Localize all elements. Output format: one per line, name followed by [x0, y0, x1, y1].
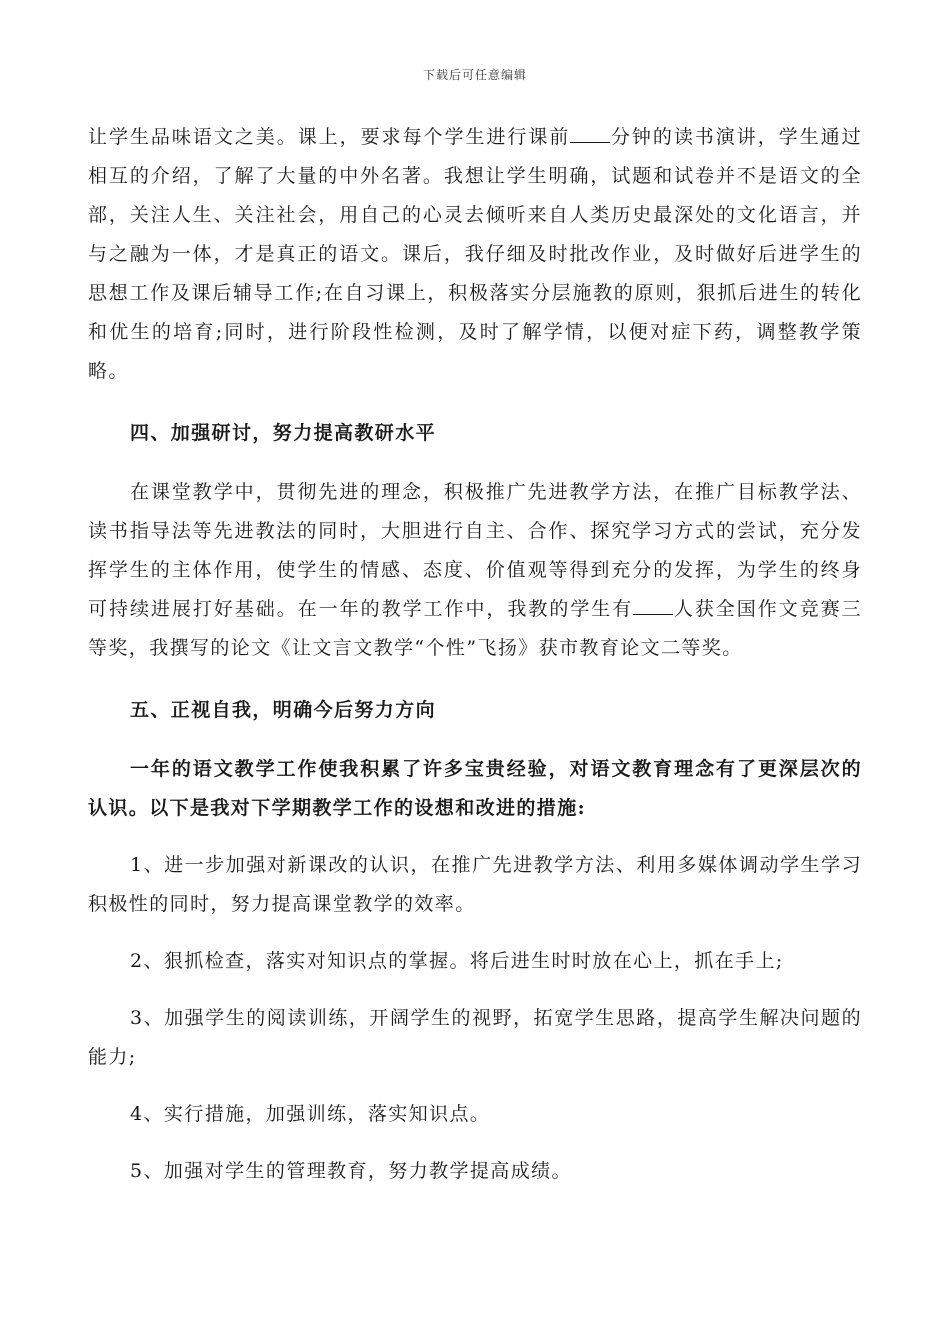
- list-item: 1、进一步加强对新课改的认识，在推广先进教学方法、利用多媒体调动学生学习积极性的同时，努力提高课堂教学的效率。: [88, 854, 862, 915]
- fill-blank: [633, 596, 673, 615]
- section-heading-4: 四、加强研讨，努力提高教研水平: [130, 422, 437, 444]
- paragraph-text: 在课堂教学中，贯彻先进的理念，积极推广先进教学方法，在推广目标教学法、读书指导法等先进教法的同时，大胆进行自主、合作、探究学习方式的尝试，充分发挥学生的主体作用，使学生的情感、态度、价值观等得到充分的发挥，为学生的终身可持续进展打好基础。在一年的教学工作中，我教的学生有: [88, 481, 862, 620]
- paragraph-summary: 一年的语文教学工作使我积累了许多宝贵经验，对语文教育理念有了更深层次的认识。以下是我对下学期教学工作的设想和改进的措施:: [88, 758, 862, 819]
- fill-blank: [570, 124, 610, 143]
- list-item: 3、加强学生的阅读训练，开阔学生的视野，拓宽学生思路，提高学生解决问题的能力;: [88, 1007, 862, 1068]
- document-body: [88, 118, 862, 1191]
- paragraph-research: [88, 473, 862, 668]
- paragraph-text: 让学生品味语文之美。课上，要求每个学生进行课前: [88, 126, 571, 148]
- paragraph-text: 人获全国作文竞赛三等奖，我撰写的论文《让文言文教学“个性”飞扬》获市教育论文二等奖。: [88, 598, 862, 659]
- page-header-note: 下载后可任意编辑: [422, 68, 527, 82]
- section-heading-5: 五、正视自我，明确今后努力方向: [130, 699, 437, 721]
- list-item: 4、实行措施，加强训练，落实知识点。: [130, 1103, 491, 1125]
- list-item: 5、加强对学生的管理教育，努力教学提高成绩。: [130, 1160, 572, 1182]
- list-item: 2、狠抓检查，落实对知识点的掌握。将后进生时时放在心上，抓在手上;: [130, 950, 784, 972]
- paragraph-teaching: [88, 118, 862, 391]
- paragraph-text: 分钟的读书演讲，学生通过相互的介绍，了解了大量的中外名著。我想让学生明确，试题和试卷并不是语文的全部，关注人生、关注社会，用自己的心灵去倾听来自人类历史最深处的文化语言，并与之融为一体，才是真正的语文。课后，我仔细及时批改作业，及时做好后进学生的思想工作及课后辅导工作;在自习课上，积极落实分层施教的原则，狠抓后进生的转化和优生的培育;同时，进行阶段性检测，及时了解学情，以便对症下药，调整教学策略。: [88, 126, 862, 382]
